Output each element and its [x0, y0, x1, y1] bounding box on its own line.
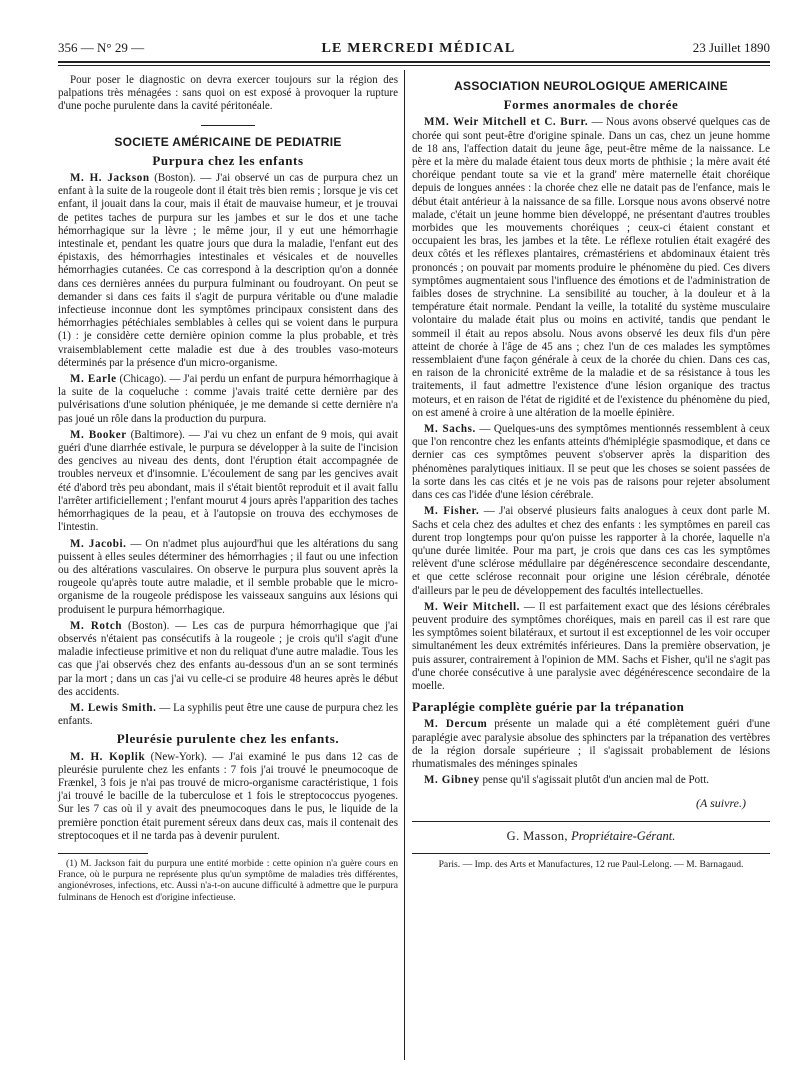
header-rule	[58, 61, 770, 63]
section-rule	[201, 125, 255, 126]
subheading-pleuresie: Pleurésie purulente chez les enfants.	[116, 731, 340, 747]
society-heading: SOCIETE AMÉRICAINE DE PEDIATRIE	[114, 134, 342, 149]
subheading-purpura: Purpura chez les enfants	[152, 152, 304, 168]
column-divider	[404, 70, 405, 1060]
imprint-line: Paris. — Imp. des Arts et Manufactures, 12 rue Paul-Lelong. — M. Barnagaud.	[438, 858, 744, 870]
publisher-line: G. Masson, Propriétaire-Gérant.	[506, 828, 676, 843]
journal-title: LE MERCREDI MÉDICAL	[321, 41, 516, 56]
subheading-paraplegie: Paraplégie complète guérie par la trépanation	[412, 699, 685, 715]
speaker-name: M. H. Koplik	[70, 750, 146, 763]
paragraph-jacobi: M. Jacobi. — On n'admet plus aujourd'hui que les altérations du sang puissent à elles seules déterminer des hémorrhagies ; il faut ou une infection ou des altérations vasculaires. On observe le purpura plus souvent après la rougeole qu'après toute autre maladie, et il semble probable que le micro-organisme de la rougeole prédispose les vaisseaux sanguins aux lésions qui produisent le purpura hémorrhagique.	[58, 537, 399, 616]
paragraph-koplik: M. H. Koplik (New-York). — J'ai examiné le pus dans 12 cas de pleurésie purulente chez les enfants : 7 fois j'ai trouvé le pneumocoque de Frænkel, 3 fois je n'ai pas trouvé de micro-organisme caractéristique, 1 fois j'ai trouvé le bacille de la tuberculose et 1 fois le streptococcus pyogenes. Sur les 7 cas où il y avait des pneumocoques dans le pus, le liquide de la première ponction était purement séreux dans deux cas, mais il contenait des streptocoques et il ne tarda pas à devenir purulent.	[58, 750, 398, 842]
paragraph-lewis-smith: M. Lewis Smith. — La syphilis peut être une cause de purpura chez les enfants.	[58, 701, 399, 728]
subheading-choree: Formes anormales de chorée	[503, 97, 679, 113]
speaker-name: M. H. Jackson	[70, 172, 150, 185]
intro-paragraph: Pour poser le diagnostic on devra exercer toujours sur la région des palpations très ménagées : sans quoi on est exposé à provoquer la rupture d'une poche purulente dans la cavité péritonéale.	[58, 74, 398, 113]
speaker-name: M. Weir Mitchell.	[424, 600, 521, 613]
speaker-name: M. Lewis Smith.	[70, 701, 157, 714]
paragraph-weir-mitchell: M. Weir Mitchell. — Il est parfaitement exact que des lésions cérébrales peuvent produire des symptômes choréiques, mais en pareil cas il est rare que les symptômes soient bilatéraux, et surtout il est exceptionnel de les voir occuper simultanément les deux extrémités inférieures. Dans la première observation, je puis assurer, contrairement à l'opinion de MM. Sachs et Fisher, qu'il ne s'agit pas d'une chorée consécutive à une paralysie avec dégénérescence secondaire de la moelle.	[412, 600, 771, 692]
speaker-name: M. Sachs.	[424, 423, 476, 436]
speaker-name: M. Earle	[70, 373, 117, 386]
issue-date: 23 Juillet 1890	[692, 40, 770, 55]
page-header	[58, 40, 770, 60]
paragraph-sachs: M. Sachs. — Quelques-uns des symptômes mentionnés ressemblent à ceux que l'on rencontre chez les enfants atteints d'hémiplégie spasmodique, et dans ce dernier cas ces symptômes peuvent s'observer après la disparition des phénomènes paralytiques initiaux. Il se peut que les choses se soient passées de la sorte dans les cas cités et je ne vois pas de raisons pour rejeter absolument dans ces cas l'idée d'une lésion cérébrale.	[412, 423, 771, 502]
paragraph-fisher: M. Fisher. — J'ai observé plusieurs faits analogues à ceux dont parle M. Sachs et cela chez des adultes et chez des enfants : les symptômes en pareil cas durent trop longtemps pour qu'on puisse les rapporter à la chorée, laquelle n'a qu'une durée limitée. Pour ma part, je crois que dans ces cas les symptômes relèvent d'une sclérose médullaire par dégénérescence secondaire descendante, et que cette sclérose reconnait pour origine une lésion cérébrale, dénotée d'ailleurs par le peu de développement des facultés intellectuelles.	[412, 505, 770, 597]
paragraph-booker: M. Booker (Baltimore). — J'ai vu chez un enfant de 9 mois, qui avait guéri d'une diarrhée estivale, le purpura se développer à la suite de l'incision des gencives au niveau des dents, dont l'éruption était accompagnée de troubles nerveux et d'insomnie. L'écoulement de sang par les gencives avait été d'abord très peu abondant, mais il s'était bientôt reproduit et il avait fallu l'arrêter artificiellement ; l'enfant mourut 4 jours après l'apparition des taches hémorrhagiques de la peau, et à l'autopsie on trouva des ecchymoses de l'intestin.	[58, 428, 398, 534]
speaker-name: M. Dercum	[424, 718, 488, 731]
header-rule-thin	[58, 65, 770, 66]
speaker-name: M. Jacobi.	[70, 537, 127, 550]
to-be-continued: (A suivre.)	[696, 796, 746, 811]
speaker-name: M. Gibney	[424, 774, 480, 787]
gerant-rule	[412, 821, 770, 822]
footnote-rule	[58, 853, 148, 854]
speaker-name: M. Booker	[70, 428, 127, 441]
paragraph-earle: M. Earle (Chicago). — J'ai perdu un enfant de purpura hémorrhagique à la suite de la coqueluche : comme j'avais traité cette dernière par des pulvérisations d'une solution phéniquée, je me demande si cette dernière n'a pas joué un rôle dans la production du purpura.	[58, 373, 398, 425]
paragraph-mitchell-burr: MM. Weir Mitchell et C. Burr. — Nous avons observé quelques cas de chorée qui sont peut-être d'origine spinale. Dans un cas, chez un jeune homme de 18 ans, l'affection datait du jeune âge, peut-être même de la naissance. Le père et la mère du malade étaient tous deux morts de phthisie ; la mère avait été choréique pendant toute sa vie et la grand' mère maternelle était choréique depuis de longues années : la chorée chez elle ne datait pas de l'enfance, mais le début était antérieur à la naissance de sa fille. Lorsque nous avons observé notre malade, c'était un jeune homme bien développé, ne présentant d'autres troubles morbides que les mouvements choréiques ; ceux-ci étaient constant et occupaient les bras, les jambes et la tête. Le réflexe rotulien était exagéré des deux côtés et les réflexes plantaires, crémastériens et abdominaux étaient très prononcés ; on pouvait par moments produire le phénomène du pied. Ces divers symptômes augmentaient sous l'influence des émotions et de l'administration de faibles doses de strychnine. La sensibilité au toucher, à la douleur et à la température était normale. Pendant la veille, la totalité du système musculaire volontaire du malade était plus ou moins en activité, tandis que pendant le sommeil il était au repos absolu. Nous avons observé les deux fils d'un père atteint de chorée à l'âge de 45 ans ; chez l'un de ces malades les symptômes ressemblaient d'une façon générale à ceux de la chorée du chien. Dans ces cas, en raison de la chronicité extrême de la maladie et de sa résistance à tous les traitements, il faut admettre l'existence d'une lésion organique des tractus moteurs, et en raison de l'état de rigidité et de l'existence du phénomène du pied, on est amené à croire à une altération de la moelle épinière.	[412, 116, 770, 419]
paragraph-jackson: M. H. Jackson (Boston). — J'ai observé un cas de purpura chez un enfant à la suite de la rougeole dont il était très bien remis ; lorsque je vis cet enfant, il jouait dans la cour, mais il était de mauvaise humeur, et je trouvai de petites taches de purpura sur les jambes et sur le dos et une tache hémorrhagique sur la lèvre ; le même jour, il y eut une hémorrhagie intestinale et, pendant les quatre jours que dura la maladie, l'enfant eut des épistaxis, des hémorrhagies intestinales et vésicales et de nouvelles hémorrhagies cutanées. Ce cas correspond à la description qu'on a donnée dans ces dernières années du purpura fulminant ou foudroyant. On peut se demander si dans ces faits il s'agit de purpura véritable ou d'une maladie infectieuse inconnue dont les symptômes principaux consistent dans des hémorrhagies pétéchiales semblables à celles qui se voient dans le purpura (1) : je considère cette dernière opinion comme la plus probable, et très vraisemblablement cette maladie est due à des troubles vaso-moteurs déterminés par la présence d'un micro-organisme.	[58, 172, 398, 369]
speaker-name: M. Rotch	[70, 619, 123, 632]
right-column	[412, 74, 770, 874]
speaker-name: MM. Weir Mitchell et C. Burr.	[424, 116, 589, 129]
page-number: 356 — N° 29 —	[58, 40, 145, 55]
imprint-rule	[412, 853, 770, 854]
society-heading: ASSOCIATION NEUROLOGIQUE AMERICAINE	[454, 79, 728, 93]
speaker-name: M. Fisher.	[424, 505, 480, 518]
left-column	[58, 74, 398, 906]
paragraph-rotch: M. Rotch (Boston). — Les cas de purpura hémorrhagique que j'ai observés n'étaient pas consécutifs à la rougeole ; je crois qu'il s'agit d'une maladie infectieuse primitive et non du reliquat d'une autre maladie. Tous les cas que j'ai observés chez des enfants au-dessous d'un an se sont terminés par la mort ; dans un cas j'ai vu celle-ci se produire 48 heures après le début des accidents.	[58, 619, 398, 698]
footnote: (1) M. Jackson fait du purpura une entité morbide : cette opinion n'a guère cours en France, où le purpura ne représente plus qu'un symptôme de maladies très différentes, angionévroses, infections, etc. Aussi n'a-t-on aucune difficulté à admettre que le purpura fulminans de Henoch est d'origine infectieuse.	[58, 857, 398, 903]
paragraph-dercum: M. Dercum présente un malade qui a été complètement guéri d'une paraplégie avec paralysie absolue des sphincters par la trépanation des vertèbres de la région dorsale supérieure ; il s'agissait probablement de lésions rhumatismales des méninges spinales	[412, 718, 770, 770]
paragraph-gibney: M. Gibney pense qu'il s'agissait plutôt d'un ancien mal de Pott.	[424, 774, 710, 787]
